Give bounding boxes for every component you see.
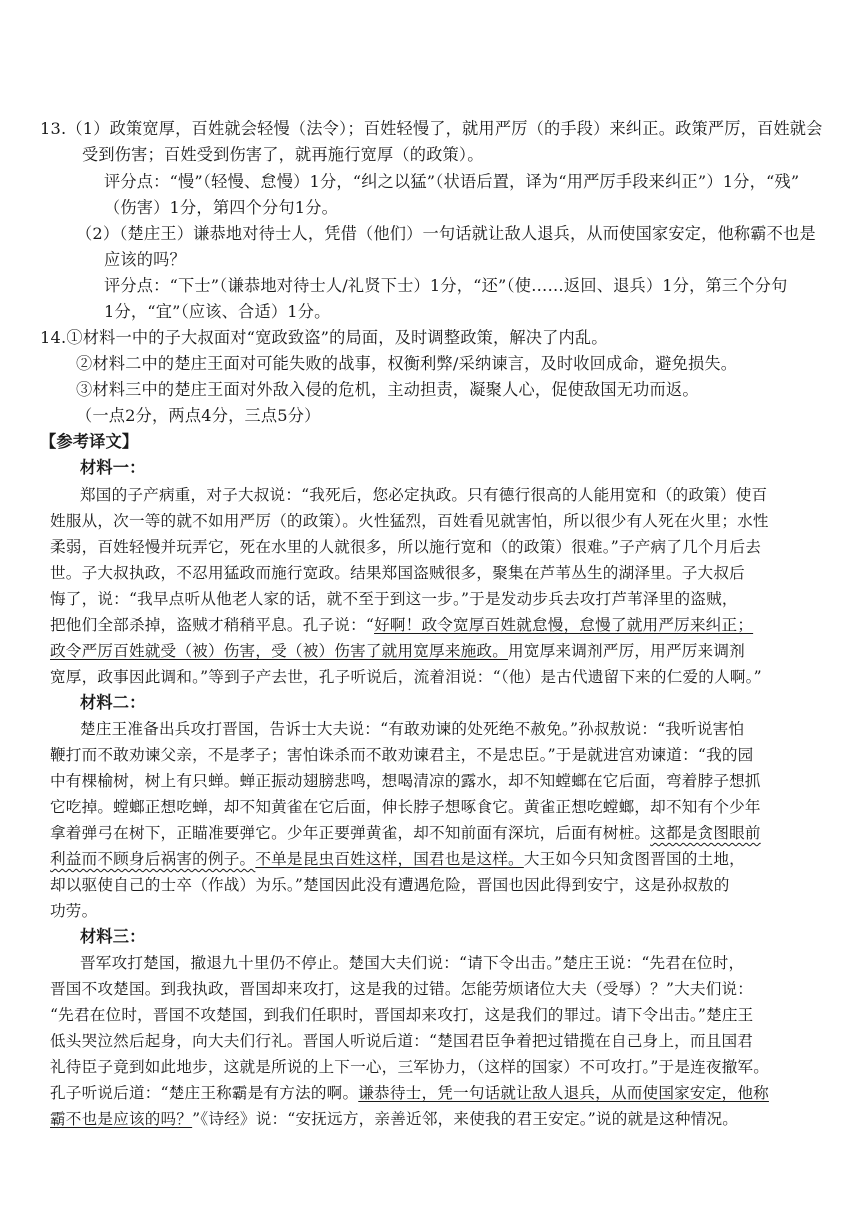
material3-line1: 晋军攻打楚国，撤退九十里仍不停止。楚国大夫们说：“请下令出击。”楚庄王说：“先君在位时， [80, 954, 745, 972]
material1-line7 [50, 639, 745, 663]
material3-line5: 礼待臣子竟到如此地步，这就是所说的上下一心，三军协力，（这样的国家）不可攻打。”于是连夜撤军。 [50, 1058, 770, 1076]
material2-line6-text: 大王如今只知贪图晋国的土地， [523, 850, 745, 868]
material1-line3: 柔弱，百姓轻慢并玩弄它，死在水里的人就很多，所以施行宽和（的政策）很难。”子产病了几个月后去 [50, 538, 762, 556]
material2-line3: 中有棵榆树，树上有只蝉。蝉正振动翅膀悲鸣，想喝清凉的露水，却不知螳螂在它后面，弯着脖子想抓 [50, 772, 761, 790]
material3-line7 [50, 1107, 738, 1131]
material3-line3: “先君在位时，晋国不攻楚国，到我们任职时，晋国却来攻打，这是我们的罪过。请下令出击。”楚庄王 [50, 1006, 754, 1024]
q13-part2-scoring-line1: 评分点：“下士”（谦恭地对待士人/礼贤下士）1分，“还”（使……返回、退兵）1分，第三个分句 [104, 276, 788, 295]
material3-line6 [50, 1081, 769, 1105]
material2-line8: 功劳。 [50, 902, 98, 920]
material3-underlined-sentence-part1: 谦恭待士，凭一句话就让敌人退兵，从而使国家安定，他称 [358, 1084, 769, 1102]
material3-line7-text: ”《诗经》说：“安抚远方，亲善近邻，来使我的君王安定。”说的就是这种情况。 [192, 1110, 739, 1128]
material1-line1: 郑国的子产病重，对子大叔说：“我死后，您必定执政。只有德行很高的人能用宽和（的政策）使百 [80, 486, 768, 504]
q13-part1-line2: 受到伤害；百姓受到伤害了，就再施行宽厚（的政策）。 [82, 145, 484, 164]
material3-underlined-sentence-part2: 霸不也是应该的吗？ [50, 1110, 193, 1128]
material1-line6 [50, 613, 753, 637]
material2-title: 材料二： [80, 693, 146, 712]
material1-line6-text: 把他们全部杀掉，盗贼才稍稍平息。孔子说：“ [50, 616, 375, 634]
q13-part1-scoring-line2: （伤害）1分，第四个分句1分。 [104, 198, 339, 217]
material2-line7: 却以驱使自己的士卒（作战）为乐。”楚国因此没有遭遇危险，晋国也因此得到安宁，这是孙叔敖的 [50, 876, 730, 894]
material2-line6 [50, 847, 745, 871]
material2-line5 [50, 821, 761, 845]
q13-part2-scoring-line2: 1分，“宜”（应该、合适）1分。 [104, 302, 331, 321]
material2-line2: 鞭打而不敢劝谏父亲，不是孝子；害怕诛杀而不敢劝谏君主，不是忠臣。”于是就进宫劝谏道：“我的园 [50, 746, 754, 764]
material2-line5-text: 拿着弹弓在树下，正瞄准要弹它。少年正要弹黄雀，却不知前面有深坑，后面有树桩。 [50, 824, 651, 842]
translation-heading: 【参考译文】 [40, 432, 139, 451]
material1-line5: 悔了，说：“我早点听从他老人家的话，就不至于到这一步。”于是发动步兵去攻打芦苇泽里的盗贼， [50, 590, 738, 608]
material3-line4: 低头哭泣然后起身，向大夫们行礼。晋国人听说后道：“楚国君臣争着把过错揽在自己身上，而且国君 [50, 1032, 754, 1050]
material1-underlined-quote-part1: 好啊！政令宽厚百姓就怠慢，怠慢了就用严厉来纠正； [374, 616, 754, 634]
material1-line7-text: 用宽厚来调剂严厉，用严厉来调剂 [508, 642, 745, 660]
material2-line1: 楚庄王准备出兵攻打晋国，告诉士大夫说：“有敢劝谏的处死绝不赦免。”孙叔敖说：“我听说害怕 [80, 720, 745, 738]
material1-line4: 世。子大叔执政，不忍用猛政而施行宽政。结果郑国盗贼很多，聚集在芦苇丛生的湖泽里。子大叔后 [50, 564, 745, 582]
q14-scoring: （一点2分，两点4分，三点5分） [76, 406, 321, 425]
q13-part2-line1: （2）（楚庄王）谦恭地对待士人，凭借（他们）一句话就让敌人退兵，从而使国家安定，他称霸不也是 [76, 224, 816, 243]
material3-title: 材料三： [80, 927, 146, 946]
material3-line6-text: 孔子听说后道：“楚庄王称霸是有方法的啊。 [50, 1084, 359, 1102]
material2-underlined-sentence: 不单是昆虫百姓这样，国君也是这样。 [255, 850, 524, 868]
q14-point3: ③材料三中的楚庄王面对外敌入侵的危机，主动担责，凝聚人心，促使敌国无功而返。 [76, 380, 699, 399]
material3-line2: 晋国不攻楚国。到我执政，晋国却来攻打，这是我的过错。怎能劳烦诸位大夫（受辱）？”大夫们说： [50, 980, 754, 998]
material2-line4: 它吃掉。螳螂正想吃蝉，却不知黄雀在它后面，伸长脖子想啄食它。黄雀正想吃螳螂，却不知有个少年 [50, 798, 761, 816]
material2-wavy-underline-part1: 这都是贪图眼前 [650, 824, 761, 842]
material1-title: 材料一： [80, 458, 146, 477]
q13-part1-line1: 13.（1）政策宽厚，百姓就会轻慢（法令）；百姓轻慢了，就用严厉（的手段）来纠正。政策严厉，百姓就会 [40, 119, 823, 138]
material1-line2: 姓服从，次一等的就不如用严厉（的政策）。火性猛烈，百姓看见就害怕，所以很少有人死在火里；水性 [50, 512, 769, 530]
q13-part2-line2: 应该的吗？ [104, 250, 186, 269]
q14-point2: ②材料二中的楚庄王面对可能失败的战事，权衡利弊/采纳谏言，及时收回成命，避免损失。 [76, 354, 738, 373]
material1-line8: 宽厚，政事因此调和。”等到子产去世，孔子听说后，流着泪说：“（他）是古代遗留下来的仁爱的人啊。” [50, 668, 762, 686]
material2-wavy-underline-part2: 利益而不顾身后祸害的例子。 [50, 850, 256, 868]
q14-point1: 14.①材料一中的子大叔面对“宽政致盗”的局面，及时调整政策，解决了内乱。 [40, 328, 608, 347]
material1-underlined-quote-part2: 政令严厉百姓就受（被）伤害，受（被）伤害了就用宽厚来施政。 [50, 642, 509, 660]
q13-part1-scoring-line1: 评分点：“慢”（轻慢、怠慢）1分，“纠之以猛”（状语后置，译为“用严厉手段来纠正”）1分，“残” [104, 172, 800, 191]
